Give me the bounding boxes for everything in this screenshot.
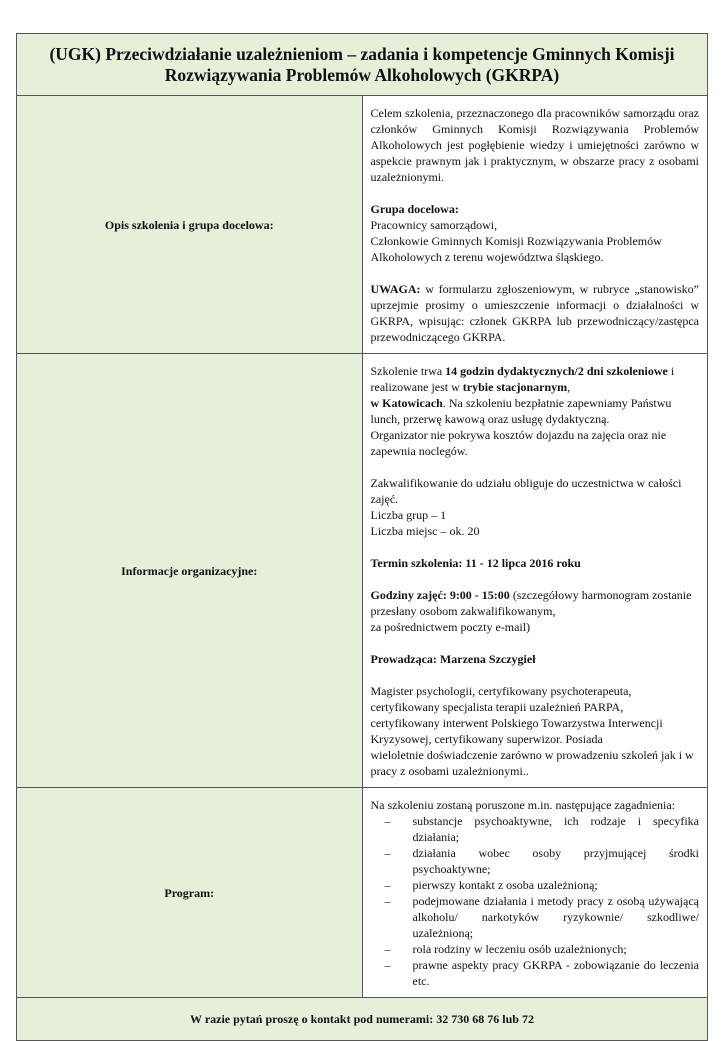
bio-line-3: wieloletnie doświadczenie zarówno w prowadzeniu szkoleń jak i w pracy z osobami uzależnionymi.. [370,748,694,778]
info-seats: Liczba miejsc – ok. 20 [370,524,480,538]
contact-footer: W razie pytań proszę o kontakt pod numerami: 32 730 68 76 lub 72 [17,998,708,1041]
info-hours-line-2: za pośrednictwem poczty e-mail) [370,620,531,634]
opis-label: Opis szkolenia i grupa docelowa: [17,96,363,354]
list-item: – prawne aspekty pracy GKRPA - zobowiązanie do leczenia etc. [384,958,699,988]
title-line-1: (UGK) Przeciwdziałanie uzależnieniom – zadania i kompetencje Gminnych Komisji [49,44,675,64]
page-title [17,34,708,96]
program-list [371,813,700,989]
uwaga-label: UWAGA: [370,282,421,296]
bio-line-1: Magister psychologii, certyfikowany psychoterapeuta, certyfikowany specjalista terapii uzależnień PARPA, [370,684,632,714]
list-item: – działania wobec osoby przyjmującej środki psychoaktywne; [384,846,699,876]
program-label: Program: [17,788,363,998]
grupa-line-1: Pracownicy samorządowi, [370,218,498,232]
opis-intro: Celem szkolenia, przeznaczonego dla pracowników samorządu oraz członków Gminnych Komisji Rozwiązywania Problemów Alkoholowych jest pogłębienie wiedzy i umiejętności zarówno w aspekcie prawnym jak i praktycznym, w obszarze pracy z osobami uzależnionymi. [370,106,699,184]
info-termin: Termin szkolenia: 11 - 12 lipca 2016 roku [370,556,581,570]
uwaga-text: w formularzu zgłoszeniowym, w rubryce „stanowisko” uprzejmie prosimy o umieszczenie informacji o działalności w GKRPA, wpisując: członek GKRPA lub przewodniczący/zastępca przewodniczącego GKRPA. [370,282,699,344]
title-row [17,34,708,96]
info-obligation: Zakwalifikowanie do udziału obliguje do uczestnictwa w całości zajęć. [370,476,682,506]
grupa-heading: Grupa docelowa: [370,202,459,216]
info-groups: Liczba grup – 1 [370,508,447,522]
info-duration: Szkolenie trwa 14 godzin dydaktycznych/2 dni szkoleniowe i realizowane jest w trybie stacjonarnym, [370,364,675,394]
list-item: – rola rodziny w leczeniu osób uzależnionych; [384,942,627,956]
info-table [16,33,708,1041]
bio-line-2: certyfikowany interwent Polskiego Towarzystwa Interwencji Kryzysowej, certyfikowany superwizor. Posiada [370,716,663,746]
list-item: – pierwszy kontakt z osoba uzależnioną; [384,878,598,892]
grupa-line-2: Członkowie Gminnych Komisji Rozwiązywania Problemów Alkoholowych z terenu województwa śląskiego. [370,234,662,264]
program-intro: Na szkoleniu zostaną poruszone m.in. następujące zagadnienia: [370,798,676,812]
info-row [17,354,708,788]
training-info-document [16,33,708,1041]
info-label: Informacje organizacyjne: [17,354,363,788]
opis-row [17,96,708,354]
list-item: – substancje psychoaktywne, ich rodzaje i specyfika działania; [384,814,699,844]
program-row [17,788,708,998]
opis-content [362,96,708,354]
uwaga-note [371,281,700,345]
info-costs: Organizator nie pokrywa kosztów dojazdu na zajęcia oraz nie zapewnia noclegów. [370,428,667,458]
program-content [362,788,708,998]
info-trainer: Prowadząca: Marzena Szczygieł [370,652,536,666]
info-content [362,354,708,788]
info-location: w Katowicach. Na szkoleniu bezpłatnie zapewniamy Państwu lunch, przerwę kawową oraz usługę dydaktyczną. [370,396,672,426]
title-line-2: Rozwiązywania Problemów Alkoholowych (GKRPA) [164,65,560,85]
list-item: – podejmowane działania i metody pracy z osobą używającą alkoholu/ narkotyków ryzykownie/ szkodliwe/ uzależnioną; [384,894,699,940]
info-hours: Godziny zajęć: 9:00 - 15:00 (szczegółowy harmonogram zostanie przesłany osobom zakwalifikowanym, [370,588,692,618]
footer-row [17,998,708,1041]
